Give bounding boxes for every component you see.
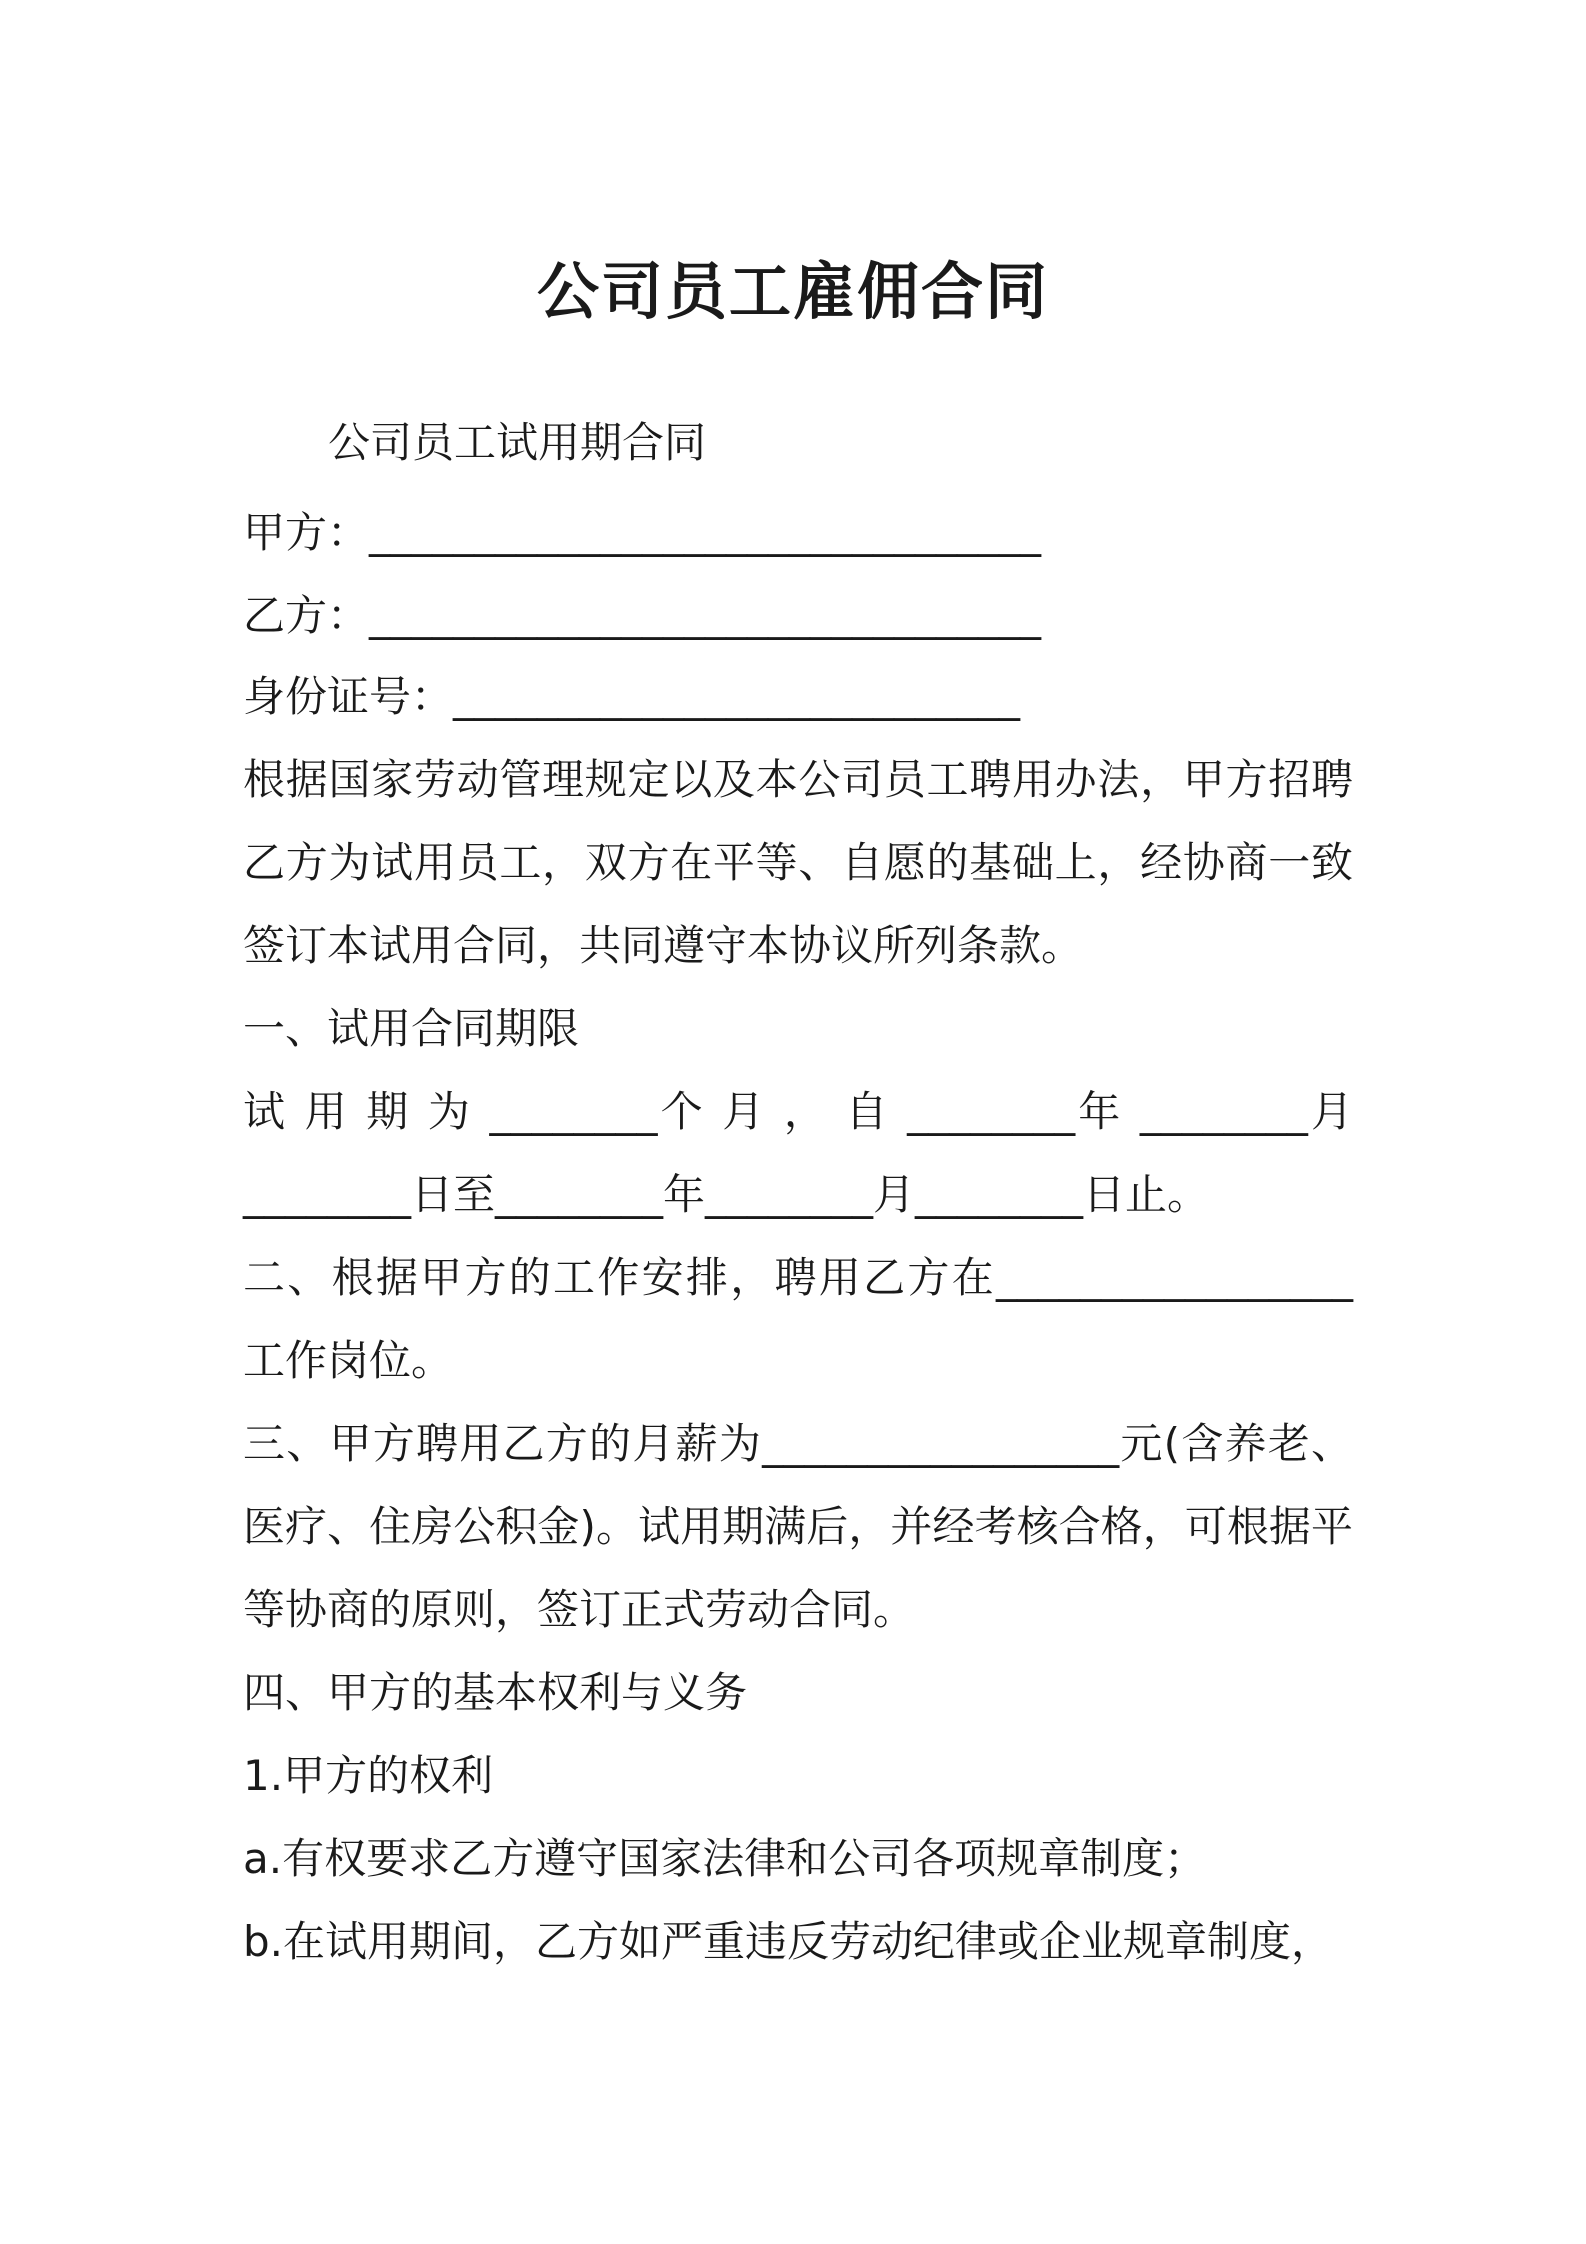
document-subtitle: 公司员工试用期合同 — [328, 418, 707, 467]
clause-item-a: a.有权要求乙方遵守国家法律和公司各项规章制度； — [243, 1834, 1207, 1883]
party-b-field: 乙方：________________________________ — [243, 591, 1042, 640]
id-number-field: 身份证号：___________________________ — [243, 672, 1021, 721]
intro-line: 签订本试用合同，共同遵守本协议所列条款。 — [243, 921, 1084, 970]
position-line: 工作岗位。 — [243, 1336, 454, 1385]
document-title: 公司员工雇佣合同 — [536, 255, 1049, 328]
section-heading-1: 一、试用合同期限 — [243, 1004, 580, 1053]
salary-line: 三、甲方聘用乙方的月薪为_________________元(含养老、 — [243, 1419, 1353, 1468]
party-a-field: 甲方：________________________________ — [243, 508, 1042, 557]
contract-period-line: 试 用 期 为 ________个 月 ， 自 ________年 ________月 — [243, 1087, 1353, 1136]
section-heading-4: 四、甲方的基本权利与义务 — [243, 1668, 748, 1717]
position-line: 二、根据甲方的工作安排，聘用乙方在_________________ — [243, 1253, 1353, 1302]
contract-period-line: ________日至________年________月________日止。 — [243, 1170, 1210, 1219]
subsection-heading: 1.甲方的权利 — [243, 1751, 494, 1800]
clause-item-b: b.在试用期间，乙方如严重违反劳动纪律或企业规章制度， — [243, 1917, 1334, 1966]
intro-line: 乙方为试用员工，双方在平等、自愿的基础上，经协商一致 — [243, 838, 1353, 887]
salary-line: 等协商的原则，签订正式劳动合同。 — [243, 1585, 916, 1634]
salary-line: 医疗、住房公积金)。试用期满后，并经考核合格，可根据平 — [243, 1502, 1353, 1551]
intro-line: 根据国家劳动管理规定以及本公司员工聘用办法，甲方招聘 — [243, 755, 1353, 804]
